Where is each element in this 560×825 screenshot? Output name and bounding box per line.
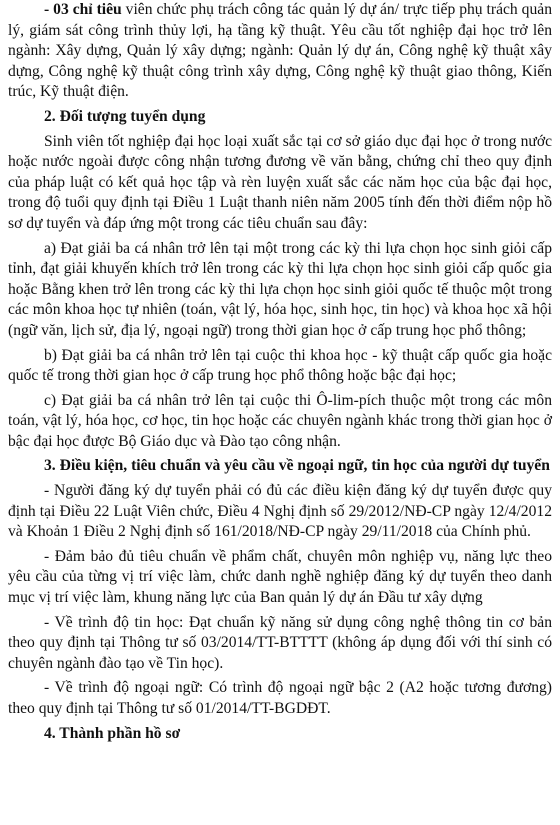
section-2-item-b: b) Đạt giải ba cá nhân trở lên tại cuộc thi khoa học - kỹ thuật cấp quốc gia hoặc quốc tế trong thời gian học ở cấp trung học phổ thông hoặc bậc đại học; (8, 346, 552, 385)
intro-text: viên chức phụ trách công tác quản lý dự án/ trực tiếp phụ trách quản lý, giám sát công trình thủy lợi, hạ tầng kỹ thuật. Yêu cầu tốt nghiệp đại học trở lên ngành: Xây dựng, Quản lý xây dựng; ngành: Quản lý dự án, Công nghệ kỹ thuật xây dựng, Công nghệ kỹ thuật công trình xây dựng, Công nghệ kỹ thuật giao thông, Kiến trúc, Kỹ thuật điện. (8, 1, 552, 101)
section-3-item-1: - Người đăng ký dự tuyển phải có đủ các điều kiện đăng ký dự tuyển được quy định tại Điều 22 Luật Viên chức, Điều 4 Nghị định số 29/2012/NĐ-CP ngày 12/4/2012 và Khoản 1 Điều 2 Nghị định số 161/2018/NĐ-CP ngày 29/11/2018 của Chính phủ. (8, 482, 552, 541)
section-2-heading: 2. Đối tượng tuyển dụng (44, 107, 206, 125)
section-2-intro: Sinh viên tốt nghiệp đại học loại xuất sắc tại cơ sở giáo dục đại học ở trong nước hoặc nước ngoài được công nhận tương đương về văn bằng, chứng chỉ theo quy định của pháp luật có kết quả học tập và rèn luyện xuất sắc các năm học của bậc đại học, trong độ tuổi quy định tại Điều 1 Luật thanh niên năm 2005 tính đến thời điểm nộp hồ sơ dự tuyển và đáp ứng một trong các tiêu chuẩn sau đây: (8, 132, 552, 232)
section-3-item-3: - Về trình độ tin học: Đạt chuẩn kỹ năng sử dụng công nghệ thông tin cơ bản theo quy định tại Thông tư số 03/2014/TT-BTTTT (không áp dụng đối với thí sinh có chuyên ngành đào tạo về Tin học). (8, 613, 552, 672)
section-3-item-2: - Đảm bảo đủ tiêu chuẩn về phẩm chất, chuyên môn nghiệp vụ, năng lực theo yêu cầu của từng vị trí việc làm, chức danh nghề nghiệp đăng ký dự tuyển theo danh mục vị trí việc làm, khung năng lực của Ban quản lý dự án Đầu tư xây dựng (8, 547, 552, 607)
intro-paragraph (8, 0, 552, 103)
section-2-item-a: a) Đạt giải ba cá nhân trở lên tại một trong các kỳ thi lựa chọn học sinh giỏi cấp tỉnh, đạt giải khuyến khích trở lên trong các kỳ thi lựa chọn học sinh giỏi cấp quốc gia hoặc Bằng khen trở lên trong các kỳ thi lựa chọn học sinh giỏi quốc tế thuộc một trong các môn khoa học tự nhiên (toán, vật lý, hóa học, sinh học, tin học) và khoa học xã hội (ngữ văn, lịch sử, địa lý, ngoại ngữ) trong thời gian học ở cấp trung học phổ thông; (8, 239, 552, 339)
section-3-heading: 3. Điều kiện, tiêu chuẩn và yêu cầu về ngoại ngữ, tin học của người dự tuyển (44, 457, 550, 475)
section-3-item-4: - Về trình độ ngoại ngữ: Có trình độ ngoại ngữ bậc 2 (A2 hoặc tương đương) theo quy định tại Thông tư số 01/2014/TT-BGDĐT. (8, 679, 552, 717)
intro-bold-lead: - 03 chỉ tiêu (44, 1, 122, 18)
section-2-item-c: c) Đạt giải ba cá nhân trở lên tại cuộc thi Ô-lim-pích thuộc một trong các môn toán, vật lý, hóa học, cơ học, tin học hoặc các chuyên ngành khác trong thời gian học ở bậc đại học được Bộ Giáo dục và Đào tạo công nhận. (8, 391, 552, 450)
section-4-heading: 4. Thành phần hồ sơ (44, 724, 181, 742)
